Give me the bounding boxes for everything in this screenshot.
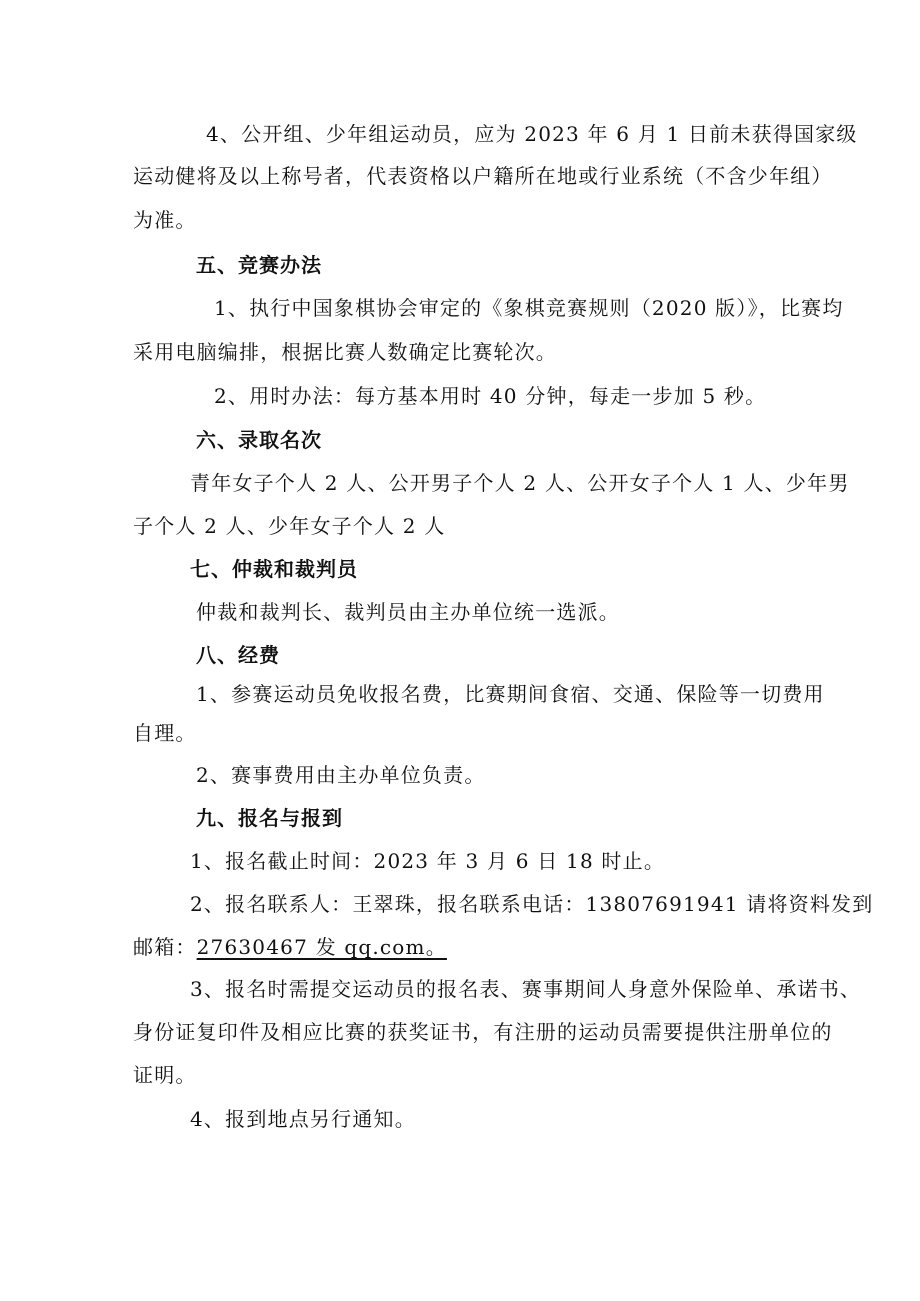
registration-materials-line-1: 3、报名时需提交运动员的报名表、赛事期间人身意外保险单、承诺书、 [190, 977, 862, 1001]
section-heading-expenses: 八、经费 [196, 643, 280, 667]
referees-paragraph: 仲裁和裁判长、裁判员由主办单位统一选派。 [196, 600, 620, 624]
competition-rule-line-2: 采用电脑编排，根据比赛人数确定比赛轮次。 [133, 340, 557, 364]
section-heading-referees: 七、仲裁和裁判员 [190, 557, 358, 581]
expenses-line-1: 1、参赛运动员免收报名费，比赛期间食宿、交通、保险等一切费用 [196, 682, 825, 706]
eligibility-paragraph-line-2: 运动健将及以上称号者，代表资格以户籍所在地或行业系统（不含少年组） [133, 164, 833, 188]
registration-contact-line-1: 2、报名联系人：王翠珠，报名联系电话：13807691941 请将资料发到 [190, 892, 874, 916]
expenses-line-2: 自理。 [133, 721, 197, 745]
registration-materials-line-2: 身份证复印件及相应比赛的获奖证书，有注册的运动员需要提供注册单位的 [133, 1020, 833, 1044]
rankings-line-1: 青年女子个人 2 人、公开男子个人 2 人、公开女子个人 1 人、少年男 [190, 471, 850, 495]
rankings-line-2: 子个人 2 人、少年女子个人 2 人 [133, 514, 446, 538]
registration-deadline: 1、报名截止时间：2023 年 3 月 6 日 18 时止。 [190, 849, 666, 873]
expenses-organizer-paragraph: 2、赛事费用由主办单位负责。 [196, 763, 486, 787]
time-control-paragraph: 2、用时办法：每方基本用时 40 分钟，每走一步加 5 秒。 [214, 384, 767, 408]
check-in-notice: 4、报到地点另行通知。 [190, 1107, 416, 1131]
section-heading-competition-method: 五、竞赛办法 [196, 253, 322, 277]
eligibility-paragraph-line-1: 4、公开组、少年组运动员，应为 2023 年 6 月 1 日前未获得国家级 [206, 122, 858, 146]
email-label: 邮箱： [133, 935, 197, 959]
competition-rule-line-1: 1、执行中国象棋协会审定的《象棋竞赛规则（2020 版）》，比赛均 [214, 296, 844, 320]
section-heading-rankings: 六、录取名次 [196, 428, 322, 452]
registration-contact-line-2 [0, 933, 920, 961]
eligibility-paragraph-line-3: 为准。 [133, 208, 197, 232]
section-heading-registration: 九、报名与报到 [196, 806, 343, 830]
registration-materials-line-3: 证明。 [133, 1063, 197, 1087]
email-address: 27630467 发 qq.com。 [196, 935, 447, 959]
